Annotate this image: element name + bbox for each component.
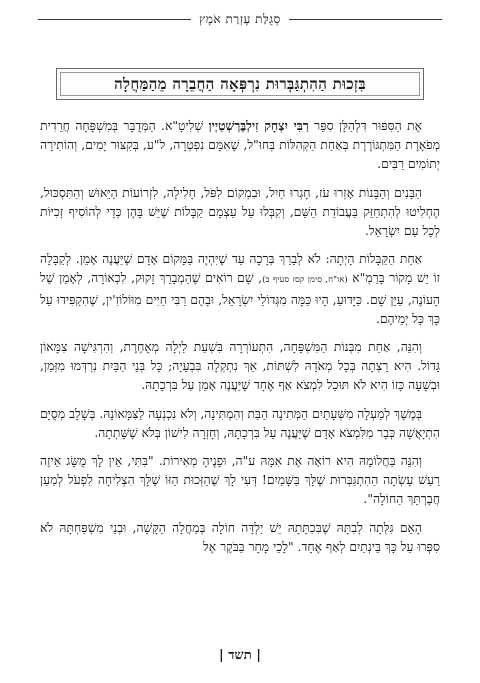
paragraph-2: הַבָּנִים וְהַבָּנוֹת אָזְרוּ עֹז, חָגְרוּ חַיִל, וּבִמְקוֹם לִפֹּל, חָלִילָה, לִזְרוֹעוֹת הַיֵּאוּשׁ וְהַתִּסְכּוּל, הֶחְלִיטוּ לְהִתְחַזֵּק בַּעֲבוֹדַת הַשֵּׁם, וְקִבְּלוּ עַל עַצְמָם קַבָּלוֹת שֶׁיֵּשׁ בָּהֶן כְּדֵי לְהוֹסִיף זְכִיּוֹת לְכָל עַם יִשְׂרָאֵל. xyxy=(40,185,440,239)
paragraph-3-text-a: אַחַת הַקַּבָּלוֹת הָיְתָה: לֹא לְבָרֵךְ בְּרָכָה עַד שֶׁיִּהְיֶה בַּמָּקוֹם אָדָם שֶׁיַּעֲנֶה אָמֵן. לְקַבָּלָה זוֹ יֵשׁ מָקוֹר בָּרַמְ"א xyxy=(40,252,440,286)
paragraph-3-text-b: , שָׁם רוֹאִים שֶׁהַמְבָרֵךְ זָקוּק, לִכְאוֹרָה, לְאָמֵן שֶׁל הָעוֹנֶה, עַיֵּן שָׁם. כַּיָּדוּעַ, הָיוּ כַּמָּה מִגְּדוֹלֵי יִשְׂרָאֵל, וּבָהֶם רַבִּי חַיִּים מִוּוֹלוֹזִ'ין, שֶׁהִקְפִּידוּ עַל כָּךְ כָּל יְמֵיהֶם. xyxy=(40,271,440,326)
paragraph-1-text-a: אֶת הַסִּפּוּר דִּלְהַלָּן סִפֵּר xyxy=(308,119,422,133)
page-number: | תשד | xyxy=(219,648,261,663)
paragraph-1 xyxy=(40,116,440,175)
paragraph-1-text-b: שְׁלִיטָ"א. הַמְּדֻבָּר בְּמִשְׁפָּחָה חֲרֵדִית מְפֹאֶרֶת הַמִּתְגּוֹרֶרֶת בְּאַחַת הַקְּהִלּוֹת בְּחוּ"ל, שֶׁאִמָּם נִפְטְרָה, ל"ע, בְּקִצּוּר יָמִים, וְהוֹתִירָה יְתוֹמִים רַבִּים. xyxy=(40,119,440,172)
source-reference: (או"ח, סימן קסז סעיף ב) xyxy=(262,275,348,286)
running-head-rule-right xyxy=(289,19,442,20)
body-text xyxy=(40,116,440,566)
running-head-title: סְגֻלַּת עֶזְרַת אֹמֶץ xyxy=(199,11,281,26)
running-head-rule-left xyxy=(38,19,191,20)
paragraph-5: בְּמֶשֶׁךְ לְמַעְלָה מִשְּׁעָתַיִם הַמְּתִינָה הַבַּת וְהִמְתִּינָה, וְלֹא נִכְנְעָה לַצִּמָּאוֹנָהּ. בְּשָׁלָב מְסֻיָּם הִתְיָאֲשָׁה כְּבָר מִלִּמְצֹא אָדָם שֶׁיַּעֲנֶה עַל בִּרְכָתָהּ, וְחָזְרָה לִישׁוֹן בְּלֹא שֶׁשָּׁתְתָה. xyxy=(40,406,440,440)
running-head xyxy=(30,8,450,30)
paragraph-6: וְהִנֵּה בַּחֲלוֹמָהּ הִיא רוֹאָה אֶת אִמָּהּ ע"ה, וּפָנֶיהָ מְאִירוֹת. "בִּתִּי, אֵין לָךְ מֻשָּׂג אֵיזֶה רַעַשׁ עָשְׂתָה הַהִתְגַּבְּרוּת שֶׁלָּךְ בַּשָּׁמַיִם! דְּעִי לָךְ שֶׁהַזְּכוּת הַזּוֹ שֶׁלָּךְ הִצְלִיחָה לִפְעֹל לְמַעַן חֲבֶרְתֵּךְ הַחוֹלָה". xyxy=(40,454,440,507)
paragraph-7: הָאֵם גִּלְּתָה לְבִתָּהּ שֶׁבִּכִתָּתָהּ יֵשׁ יַלְדָּה חוֹלָה בְּמַחֲלָה הַקָּשָׁה, וּבְנֵי מִשְׁפַּחְתָּהּ לֹא סִפְּרוּ עַל כָּךְ בֵּינְתַיִם לְאַף אֶחָד. "לָכֵי מָחָר בַּבֹּקֶר אֶל xyxy=(40,520,440,554)
paragraph-3 xyxy=(40,250,440,329)
rabbi-name: רַבִּי יִצְחָק זִילְבֶּרְשְׁטַיְין xyxy=(208,118,309,133)
paragraph-4: וְהִנֵּה, אַחַת מִבְּנוֹת הַמִּשְׁפָּחָה, הִתְעוֹרְרָה בִּשְׁעַת לַיְלָה מְאֻחֶרֶת, וְהִרְגִּישָׁה צִמָּאוֹן גָּדוֹל. הִיא רָצְתָה בְּכָל מְאֹדָהּ לִשְׁתּוֹת, אַךְ נִתְקְלָה בִּבְעָיָה; כָּל בְּנֵי הַבַּיִת נִרְדְּמוּ מִזְּמַן, וּבְשָׁעָה כָּזוֹ הִיא לֹא תּוּכַל לִמְצֹא אַף אֶחָד שֶׁיַּעֲנֶה אָמֵן עַל בִּרְכָתָהּ. xyxy=(40,340,440,393)
chapter-title-box xyxy=(56,68,424,100)
chapter-title: בִּזְכוּת הַהִתְגַּבְּרוּת נִרְפְּאָה הַחֲבֵרָה מֵהַמַּחֲלָה xyxy=(114,74,366,93)
